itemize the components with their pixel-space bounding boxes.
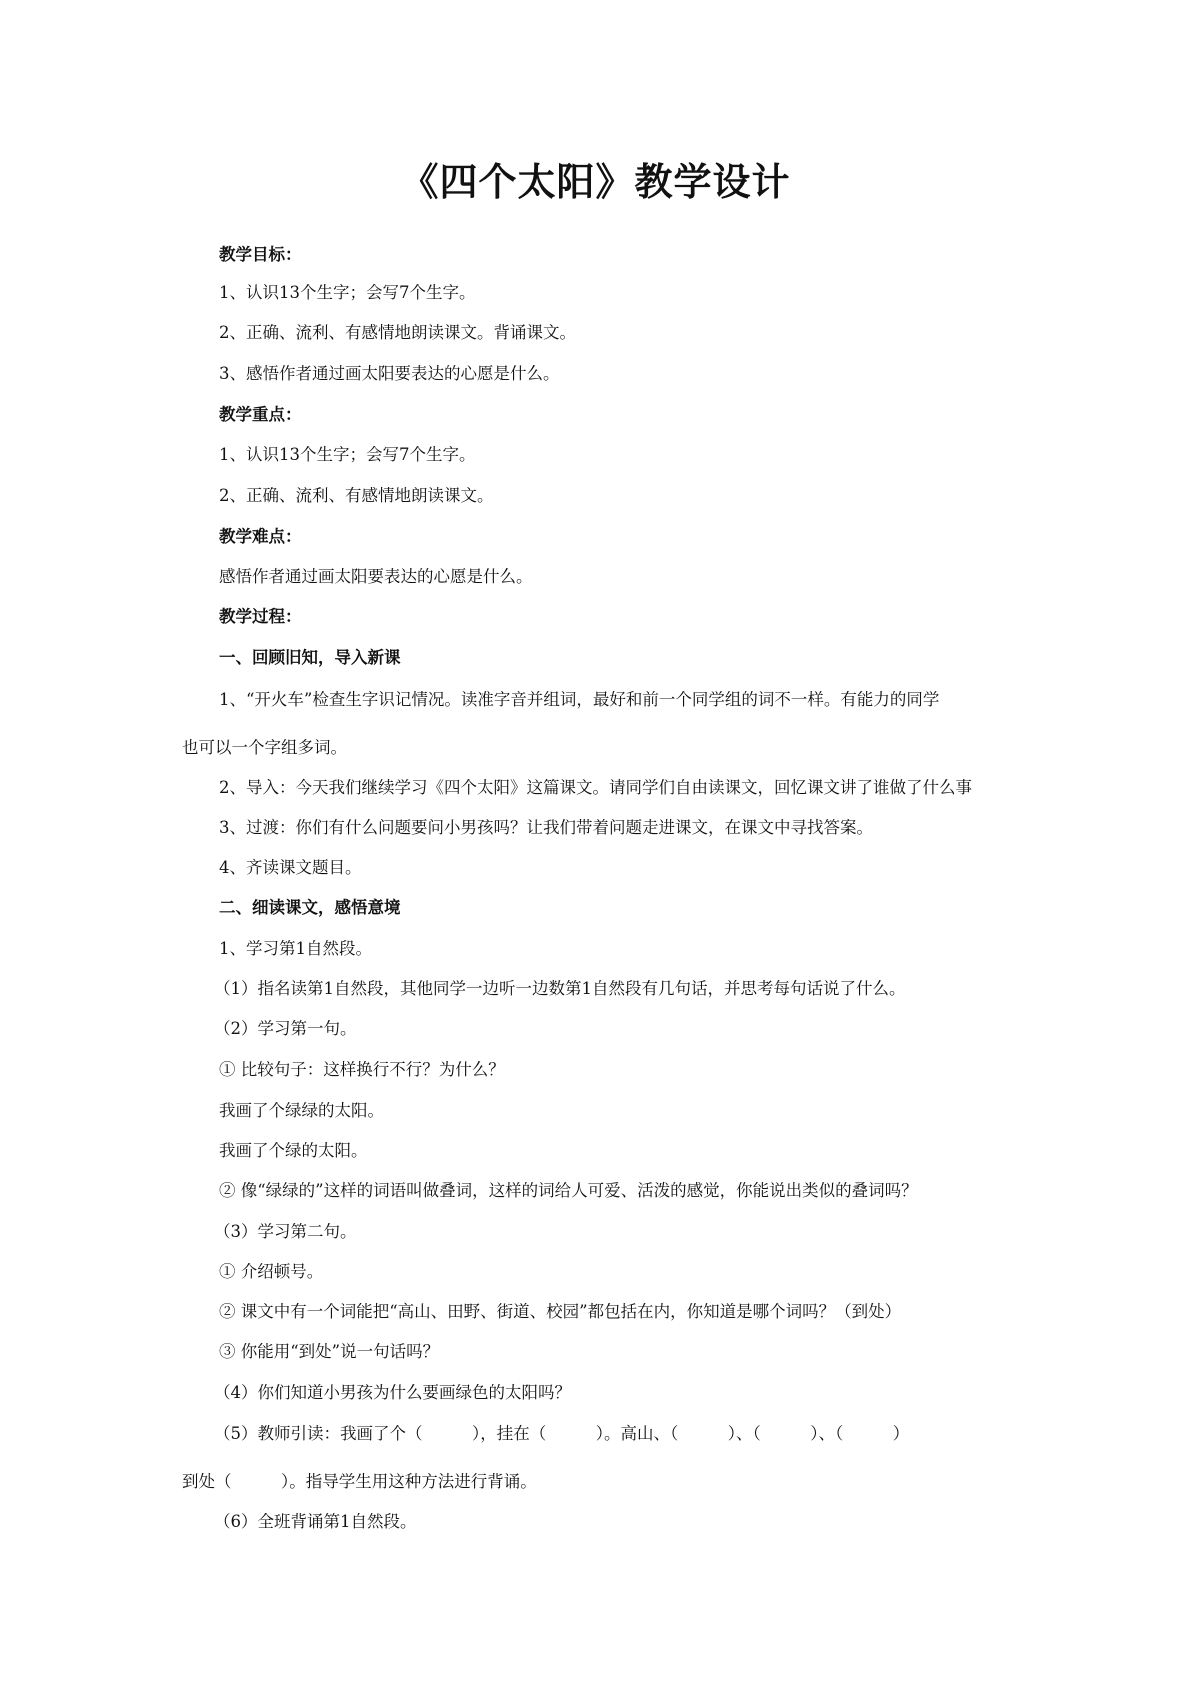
study-step-6: （6）全班背诵第1自然段。	[214, 1512, 417, 1531]
heading-difficulties: 教学难点：	[219, 527, 302, 546]
section-heading-2: 二、细读课文，感悟意境	[219, 898, 401, 917]
study-step-5: （5）教师引读：我画了个（ ），挂在（ ）。高山、（ ）、（ ）、（ ）	[214, 1424, 910, 1443]
study-item-1: 1、学习第1自然段。	[219, 939, 372, 958]
key-point-1: 1、认识13个生字；会写7个生字。	[219, 445, 476, 464]
example-sentence-1: 我画了个绿绿的太阳。	[219, 1101, 384, 1120]
study-step-3: （3）学习第二句。	[214, 1222, 357, 1241]
process-item-2: 2、导入：今天我们继续学习《四个太阳》这篇课文。请同学们自由读课文，回忆课文讲了谁做了什么事	[219, 778, 972, 797]
heading-teaching-goals: 教学目标：	[219, 245, 302, 264]
example-sentence-2: 我画了个绿的太阳。	[219, 1141, 368, 1160]
difficulty-item: 感悟作者通过画太阳要表达的心愿是什么。	[219, 567, 533, 586]
process-item-4: 4、齐读课文题目。	[219, 858, 362, 877]
process-item-1: 1、“开火车”检查生字识记情况。读准字音并组词，最好和前一个同学组的词不一样。有能力的同学	[219, 690, 940, 709]
goal-item-1: 1、认识13个生字；会写7个生字。	[219, 283, 476, 302]
section-heading-1: 一、回顾旧知，导入新课	[219, 648, 401, 667]
sub-step-everywhere: ② 课文中有一个词能把“高山、田野、街道、校园”都包括在内，你知道是哪个词吗？（到处）	[219, 1302, 902, 1321]
sub-step-reduplication: ② 像“绿绿的”这样的词语叫做叠词，这样的词给人可爱、活泼的感觉，你能说出类似的叠词吗？	[219, 1181, 918, 1200]
heading-key-points: 教学重点：	[219, 405, 302, 424]
process-item-3: 3、过渡：你们有什么问题要问小男孩吗？让我们带着问题走进课文，在课文中寻找答案。	[219, 818, 873, 837]
process-item-1-continued: 也可以一个字组多词。	[182, 738, 347, 757]
goal-item-2: 2、正确、流利、有感情地朗读课文。背诵课文。	[219, 323, 576, 342]
sub-step-sentence: ③ 你能用“到处”说一句话吗？	[219, 1342, 440, 1361]
study-step-5-continued: 到处（ ）。指导学生用这种方法进行背诵。	[182, 1472, 537, 1491]
page-title: 《四个太阳》教学设计	[400, 159, 791, 204]
sub-step-comma: ① 介绍顿号。	[219, 1262, 324, 1281]
key-point-2: 2、正确、流利、有感情地朗读课文。	[219, 486, 494, 505]
sub-step-compare: ① 比较句子：这样换行不行？为什么？	[219, 1060, 505, 1079]
goal-item-3: 3、感悟作者通过画太阳要表达的心愿是什么。	[219, 364, 560, 383]
heading-teaching-process: 教学过程：	[219, 607, 302, 626]
study-step-1: （1）指名读第1自然段，其他同学一边听一边数第1自然段有几句话，并思考每句话说了什么。	[214, 979, 906, 998]
study-step-2: （2）学习第一句。	[214, 1019, 357, 1038]
study-step-4: （4）你们知道小男孩为什么要画绿色的太阳吗？	[214, 1383, 571, 1402]
